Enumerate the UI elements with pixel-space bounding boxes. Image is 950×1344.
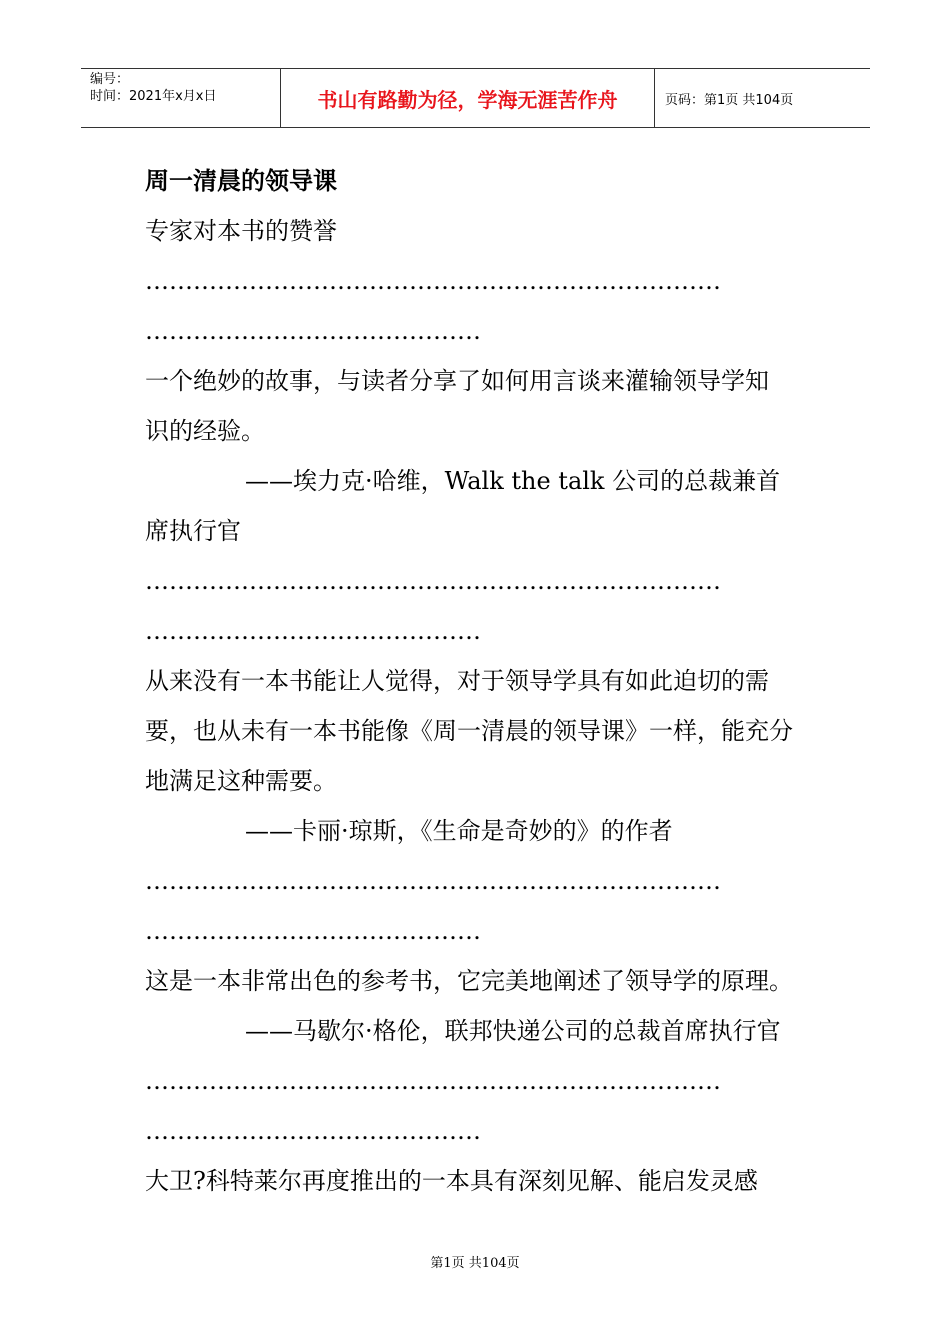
document-subtitle: 专家对本书的赞誉 <box>145 217 337 245</box>
dotted-separator: …………………………………… <box>145 917 481 945</box>
attribution-line: ——埃力克·哈维，Walk the talk 公司的总裁兼首 <box>245 467 781 495</box>
header-motto: 书山有路勤为径，学海无涯苦作舟 <box>317 87 618 112</box>
header-meta <box>81 69 281 127</box>
dotted-separator: ……………………………………………………………… <box>145 267 721 295</box>
paragraph-line: 从来没有一本书能让人觉得，对于领导学具有如此迫切的需 <box>145 667 769 695</box>
paragraph-line: 要，也从未有一本书能像《周一清晨的领导课》一样，能充分 <box>145 717 793 745</box>
page-header <box>81 68 870 128</box>
dotted-separator: ……………………………………………………………… <box>145 567 721 595</box>
dotted-separator: ……………………………………………………………… <box>145 867 721 895</box>
paragraph-line: 大卫?科特莱尔再度推出的一本具有深刻见解、能启发灵感 <box>145 1167 758 1195</box>
attribution-line: 席执行官 <box>145 517 241 545</box>
dotted-separator: …………………………………… <box>145 617 481 645</box>
attribution-line: ——马歇尔·格伦，联邦快递公司的总裁首席执行官 <box>245 1017 781 1045</box>
header-page-number: 页码：第1页 共104页 <box>665 92 794 108</box>
header-motto-cell <box>281 69 655 127</box>
header-number: 编号： <box>90 72 130 87</box>
dotted-separator: ……………………………………………………………… <box>145 1067 721 1095</box>
paragraph-line: 识的经验。 <box>145 417 265 445</box>
attribution-line: ——卡丽·琼斯，《生命是奇妙的》的作者 <box>245 817 673 845</box>
header-page-cell <box>655 69 870 127</box>
document-title: 周一清晨的领导课 <box>145 167 337 195</box>
dotted-separator: …………………………………… <box>145 317 481 345</box>
paragraph-line: 这是一本非常出色的参考书，它完美地阐述了领导学的原理。 <box>145 967 793 995</box>
paragraph-line: 一个绝妙的故事，与读者分享了如何用言谈来灌输领导学知 <box>145 367 769 395</box>
paragraph-line: 地满足这种需要。 <box>145 767 337 795</box>
document-body <box>145 156 815 1206</box>
page-footer: 第1页 共104页 <box>430 1256 520 1271</box>
header-time: 时间：2021年x月x日 <box>90 89 217 104</box>
dotted-separator: …………………………………… <box>145 1117 481 1145</box>
